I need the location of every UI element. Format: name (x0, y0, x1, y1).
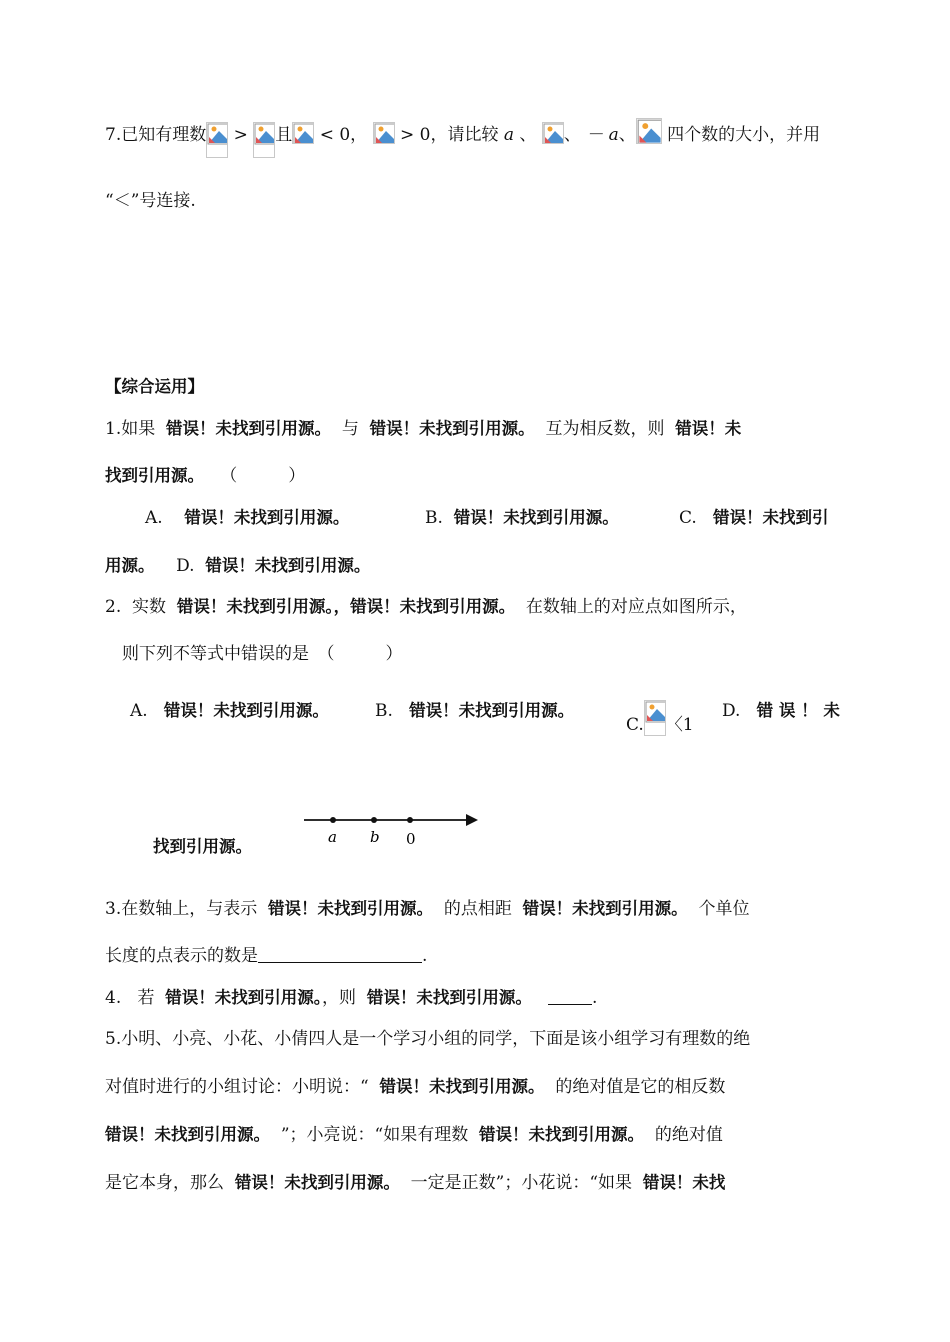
q1-option-b: B. (425, 508, 443, 528)
q7-neg-a: － a (586, 125, 619, 145)
ref-error: 错误！未 (675, 419, 742, 438)
ref-error: 错误！未找到引用源。 (163, 701, 329, 720)
q1-options-line-1 (145, 507, 349, 529)
axis-label-b: b (370, 828, 380, 846)
q2-option-d: D. (722, 701, 741, 721)
q3-text-2: 的点相距 (443, 899, 512, 919)
axis-label-a: a (328, 828, 337, 846)
q1-option-c: C. (679, 508, 697, 528)
q7-sep-1: 、 (519, 125, 537, 145)
q1-line-2 (105, 465, 305, 487)
q5-line-3 (105, 1124, 723, 1146)
q5-text-2: 对值时进行的小组讨论：小明说：“ (105, 1077, 369, 1097)
q2-number: 2. (105, 597, 122, 617)
q5-text-5: 的绝对值 (654, 1125, 723, 1145)
ref-error: 错误！未找到引用源。 (409, 701, 575, 720)
q1-option-a: A. (145, 508, 163, 528)
q4-text-2: ，则 (322, 988, 357, 1008)
broken-image-icon (542, 122, 564, 144)
q3-text-3: 个单位 (698, 899, 750, 919)
q4-number: 4. (105, 988, 122, 1008)
ref-error: 错误！未找到引用源。 (165, 988, 323, 1007)
q4-text-1: 若 (137, 988, 155, 1008)
q1-option-c-line (679, 507, 829, 529)
arrow-head-icon (466, 814, 478, 826)
q7-text-2: 且 (275, 125, 293, 145)
ref-error: 错误！未找到引 (713, 508, 829, 527)
q7-text-3: 四个数的大小，并用 (667, 125, 821, 145)
q5-line-2 (105, 1076, 725, 1098)
broken-image-icon (636, 118, 662, 144)
q3-end: . (422, 946, 428, 966)
ref-error: 用源。 (105, 556, 155, 575)
q5-line-1 (105, 1028, 750, 1050)
number-line-figure (300, 808, 490, 848)
q4-end: . (592, 988, 598, 1008)
q1-option-b-line (425, 507, 619, 529)
ref-error: 找到引用源。 (153, 837, 252, 856)
ref-error: 错误！未找到引用源。 (379, 1077, 545, 1096)
ref-error: 错误！未找到引用源。 (369, 419, 535, 438)
q2-option-c-tail: 〈1 (665, 715, 694, 735)
q2-text-1: 实数 (132, 597, 167, 617)
q5-text-6: 是它本身，那么 (105, 1173, 224, 1193)
broken-image-icon (292, 122, 314, 144)
q7-sep-3: 、 (618, 125, 636, 145)
q5-text-7: 一定是正数”；小花说：“如果 (410, 1173, 633, 1193)
section-title: 【综合运用】 (105, 377, 204, 396)
q7-gt0: > 0，请比较 (399, 125, 499, 145)
ref-error: 错误！未找到引用源。 (350, 597, 516, 616)
ref-error: 错误！未找到引用源。 (166, 419, 332, 438)
q5-text-3: 的绝对值是它的相反数 (555, 1077, 726, 1097)
q1-line-1 (105, 418, 741, 440)
ref-error: 错误！未找到引用源。 (184, 508, 350, 527)
q5-text-1: 小明、小亮、小花、小倩四人是一个学习小组的同学，下面是该小组学习有理数的绝 (121, 1029, 751, 1049)
q2-line-2: 则下列不等式中错误的是 （ ） (122, 644, 403, 664)
q2-option-b: B. (375, 701, 393, 721)
answer-blank[interactable] (548, 988, 592, 1005)
ref-error: 错误！未找到引用源。 (268, 899, 434, 918)
point-b (371, 817, 377, 823)
ref-error: 找到引用源。 (105, 466, 204, 485)
broken-image-icon (644, 700, 666, 736)
point-a (330, 817, 336, 823)
q1-text-1: 如果 (121, 419, 156, 439)
ref-error: 错误！未找到引用源。 (522, 899, 688, 918)
q2-option-b-line (375, 700, 574, 722)
q2-line-1 (105, 596, 747, 618)
q1-number: 1. (105, 419, 122, 439)
point-0 (407, 817, 413, 823)
ref-error: 错误！未找到引用源。 (479, 1125, 645, 1144)
q3-text-1: 在数轴上，与表示 (121, 899, 258, 919)
ref-error: 错误！未找到引用源。 (453, 508, 619, 527)
q2-comma: ， (333, 597, 351, 616)
q1-text-3: 互为相反数，则 (545, 419, 665, 439)
q3-number: 3. (105, 899, 122, 919)
ref-error: 错误！未找 (642, 1173, 726, 1192)
broken-image-icon (206, 122, 228, 158)
q7-line-2: “＜”号连接. (105, 191, 196, 211)
q7-var-a: a (503, 125, 514, 145)
q1-options-line-2 (105, 555, 370, 577)
answer-blank[interactable] (258, 946, 422, 963)
q4-line (105, 987, 597, 1009)
q2-options-line (130, 700, 329, 722)
broken-image-icon (253, 122, 275, 158)
q3-line-1 (105, 898, 749, 920)
q7-sep-2: 、 (563, 125, 581, 145)
q5-number: 5. (105, 1029, 122, 1049)
q2-option-c-line (626, 700, 694, 736)
q5-text-4: ”；小亮说：“如果有理数 (280, 1125, 469, 1145)
q1-text-2: 与 (341, 419, 359, 439)
q7-gt: > (233, 125, 248, 145)
ref-error: 错误！未找到引用源。 (205, 556, 371, 575)
q1-answer-paren: （ ） (220, 466, 306, 486)
q7-number: 7. (105, 125, 122, 145)
ref-error: 错误！未找到引用源。 (366, 988, 532, 1007)
q7-text-1: 已知有理数 (121, 125, 207, 145)
ref-error: 错误！未找到引用源。 (176, 597, 334, 616)
q3-text-4: 长度的点表示的数是 (105, 946, 258, 966)
q2-option-c: C. (626, 715, 644, 735)
q7-lt0: < 0， (319, 125, 368, 145)
ref-error: 错 误 ！ 未 (756, 701, 840, 720)
q3-line-2 (105, 945, 427, 967)
broken-image-icon (373, 122, 395, 144)
q2-option-d-line (722, 700, 840, 722)
ref-error: 错误！未找到引用源。 (234, 1173, 400, 1192)
ref-error: 错误！未找到引用源。 (105, 1125, 270, 1144)
q2-text-2: 在数轴上的对应点如图所示， (525, 597, 747, 617)
q5-line-4 (105, 1172, 725, 1194)
q2-option-a: A. (130, 701, 148, 721)
q7-line-1 (105, 118, 820, 158)
q1-option-d: D. (176, 556, 195, 576)
axis-label-0: 0 (406, 830, 416, 848)
